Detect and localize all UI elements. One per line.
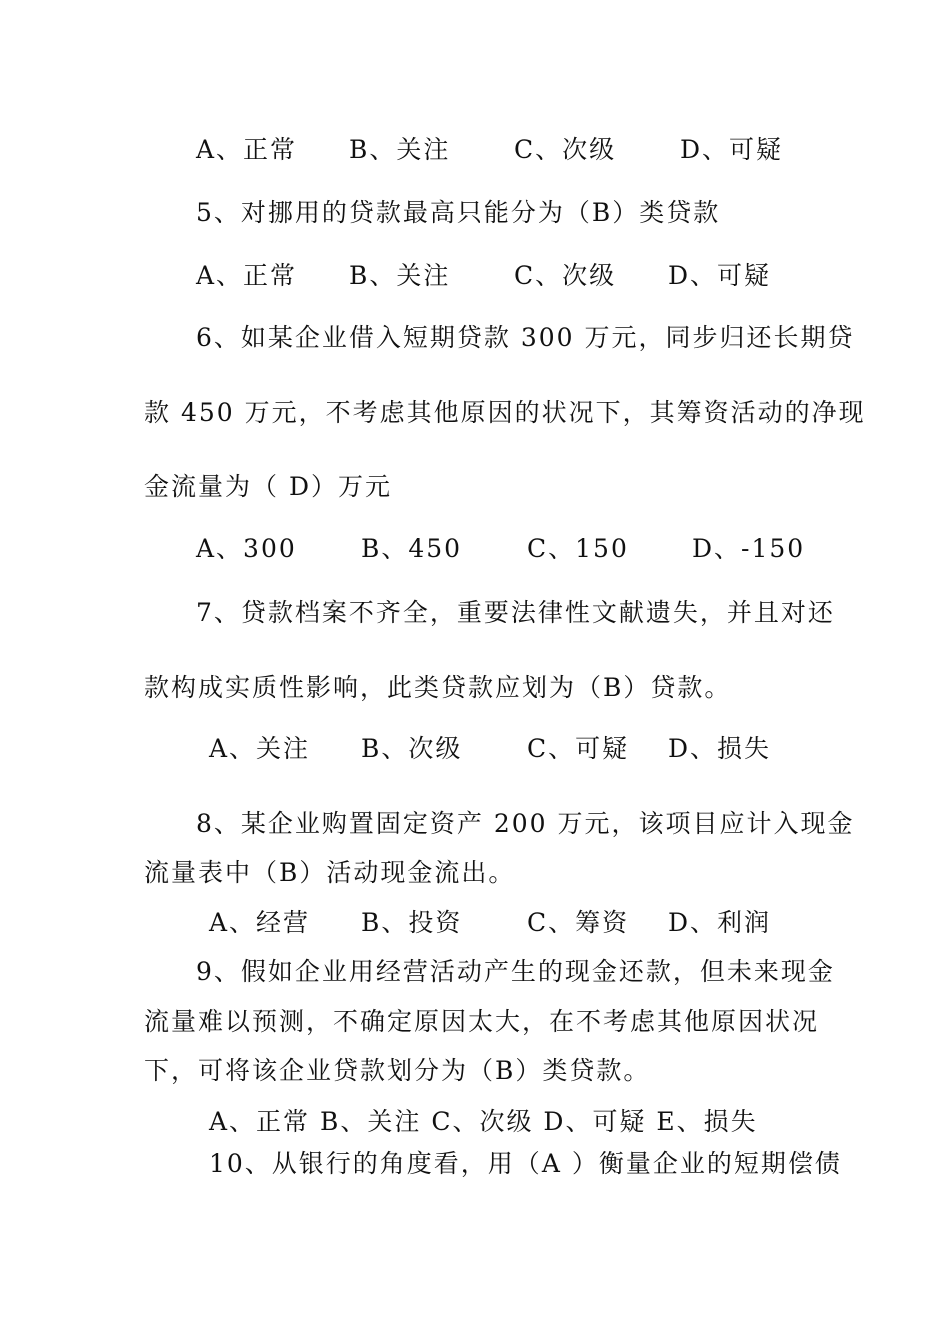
q6-line-3: 金流量为（ D）万元 [144,472,392,501]
q7-option-d: D、损失 [668,734,772,763]
q8-line-1: 8、某企业购置固定资产 200 万元，该项目应计入现金 [196,809,855,838]
q8-option-a: A、经营 [209,908,311,937]
q6-line-1: 6、如某企业借入短期贷款 300 万元，同步归还长期贷 [196,323,855,352]
q4-option-a: A、正常 [196,135,298,164]
q6-line-2: 款 450 万元，不考虑其他原因的状况下，其筹资活动的净现 [144,398,866,427]
q5-option-c: C、次级 [514,261,617,290]
q8-option-c: C、筹资 [527,908,630,937]
q8-option-d: D、利润 [668,908,772,937]
q5-option-a: A、正常 [196,261,298,290]
q10-line-1: 10、从银行的角度看，用（A ）衡量企业的短期偿债 [209,1149,842,1178]
q4-option-d: D、可疑 [680,135,784,164]
q6-option-d: D、-150 [692,534,806,563]
q7-option-b: B、次级 [361,734,463,763]
q8-line-2: 流量表中（B）活动现金流出。 [144,858,516,887]
q6-option-c: C、150 [527,534,629,563]
q7-line-2: 款构成实质性影响，此类贷款应划为（B）贷款。 [144,673,732,702]
q5-option-b: B、关注 [349,261,451,290]
q8-option-b: B、投资 [361,908,463,937]
q9-line-1: 9、假如企业用经营活动产生的现金还款，但未来现金 [196,957,835,986]
q5-option-d: D、可疑 [668,261,772,290]
q7-option-a: A、关注 [209,734,311,763]
q7-option-c: C、可疑 [527,734,630,763]
q6-option-a: A、300 [196,534,297,563]
q4-option-c: C、次级 [514,135,617,164]
q9-line-2: 流量难以预测，不确定原因太大，在不考虑其他原因状况 [144,1007,820,1036]
q9-line-3: 下，可将该企业贷款划分为（B）类贷款。 [144,1056,651,1085]
q9-options: A、正常 B、关注 C、次级 D、可疑 E、损失 [209,1107,758,1136]
q4-option-b: B、关注 [349,135,451,164]
q6-option-b: B、450 [361,534,463,563]
q7-line-1: 7、贷款档案不齐全，重要法律性文献遗失，并且对还 [196,598,835,627]
q5-question: 5、对挪用的贷款最高只能分为（B）类贷款 [196,198,721,227]
